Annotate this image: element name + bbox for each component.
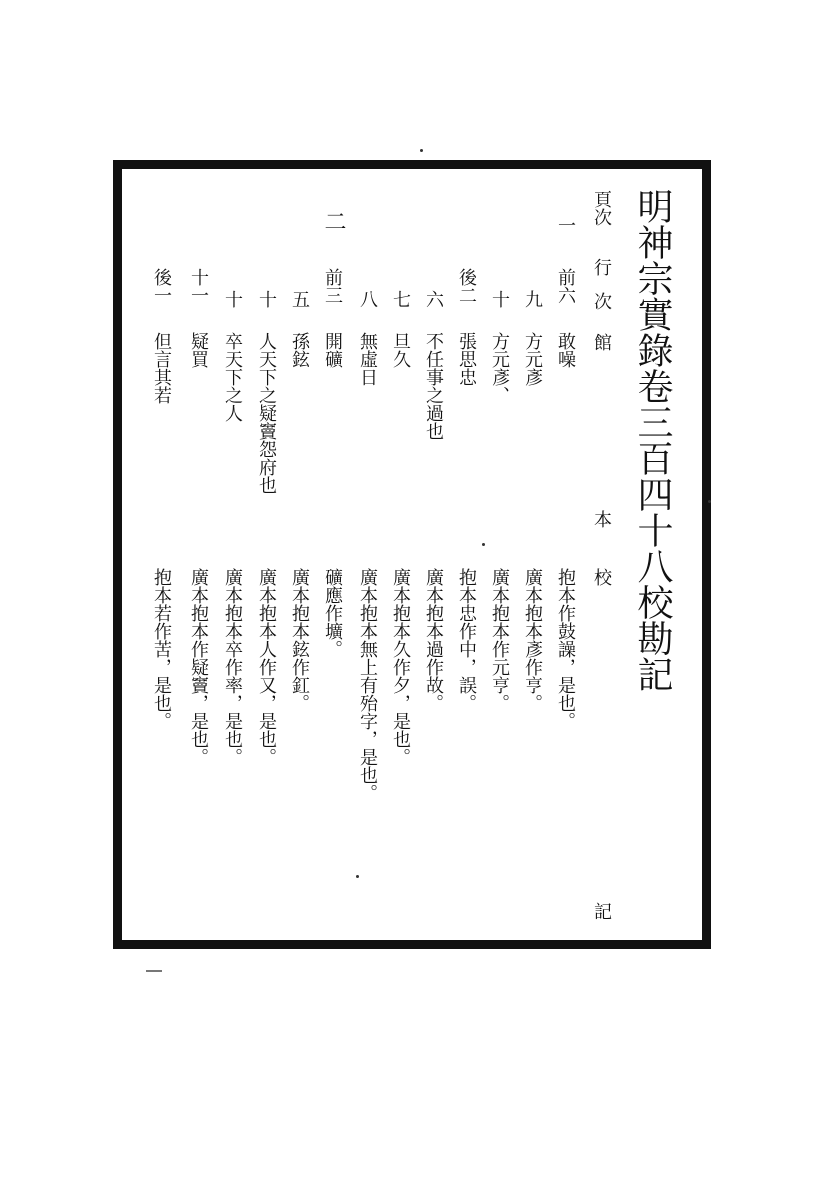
entry-term: 敢噪 — [555, 332, 576, 368]
header-seq-line: 次 — [591, 292, 612, 310]
scan-speck — [708, 500, 711, 503]
entry-note: 廣本抱本作元亨。 — [489, 568, 510, 712]
entry-note: 廣本抱本作疑竇，是也。 — [188, 568, 209, 766]
header-row-line: 行 — [591, 258, 612, 276]
header-note-a: 校 — [591, 568, 612, 586]
entry-term: 孫鉉 — [289, 332, 310, 368]
scan-dash — [146, 970, 162, 972]
entry-term: 不任事之過也 — [423, 332, 444, 440]
entry-note: 抱本作鼓譟，是也。 — [555, 568, 576, 730]
entry-position: 六 — [423, 290, 444, 308]
entry-term: 卒天下之人 — [222, 332, 243, 422]
entry-term: 方元彥、 — [489, 332, 510, 404]
entry-term: 但言其若 — [151, 332, 172, 404]
scan-speck — [420, 149, 423, 152]
entry-term: 張思忠 — [456, 332, 477, 386]
entry-position: 十 — [489, 290, 510, 308]
entry-note: 廣本抱本卒作率，是也。 — [222, 568, 243, 766]
entry-note: 廣本抱本無上有殆字，是也。 — [357, 568, 378, 802]
header-edition-b: 本 — [591, 510, 612, 528]
entry-note: 礦應作壙。 — [322, 568, 343, 658]
scan-speck — [356, 875, 359, 878]
entry-note: 廣本抱本鉉作釭。 — [289, 568, 310, 712]
entry-term: 無虛日 — [357, 332, 378, 386]
entry-term: 旦久 — [390, 332, 411, 368]
entry-position: 前三 — [322, 268, 343, 304]
entry-position: 十 — [256, 290, 277, 308]
entry-term: 開礦 — [322, 332, 343, 368]
scan-speck — [482, 543, 485, 546]
entry-note: 抱本若作苦，是也。 — [151, 568, 172, 730]
entry-position: 後二 — [456, 268, 477, 304]
entry-term: 人天下之疑竇怨府也 — [256, 332, 277, 494]
header-page-line: 頁次 — [591, 190, 612, 226]
entry-position: 十一 — [188, 268, 209, 304]
entry-term: 疑買 — [188, 332, 209, 368]
entry-position: 十 — [222, 290, 243, 308]
entry-position: 五 — [289, 290, 310, 308]
entry-page: 一 — [555, 216, 576, 234]
entry-position: 後一 — [151, 268, 172, 304]
entry-position: 九 — [522, 290, 543, 308]
header-edition-a: 館 — [591, 333, 612, 351]
entry-term: 方元彥 — [522, 332, 543, 386]
entry-note: 廣本抱本過作故。 — [423, 568, 444, 712]
entry-note: 抱本忠作中，誤。 — [456, 568, 477, 712]
entry-note: 廣本抱本彥作亨。 — [522, 568, 543, 712]
entry-note: 廣本抱本人作又，是也。 — [256, 568, 277, 766]
header-note-b: 記 — [591, 902, 612, 920]
section-marker: 二 — [321, 210, 346, 232]
entry-position: 七 — [390, 290, 411, 308]
entry-position: 前六 — [555, 268, 576, 304]
entry-note: 廣本抱本久作夕，是也。 — [390, 568, 411, 766]
entry-position: 八 — [357, 290, 378, 308]
document-title: 明神宗實錄卷三百四十八校勘記 — [632, 188, 673, 692]
